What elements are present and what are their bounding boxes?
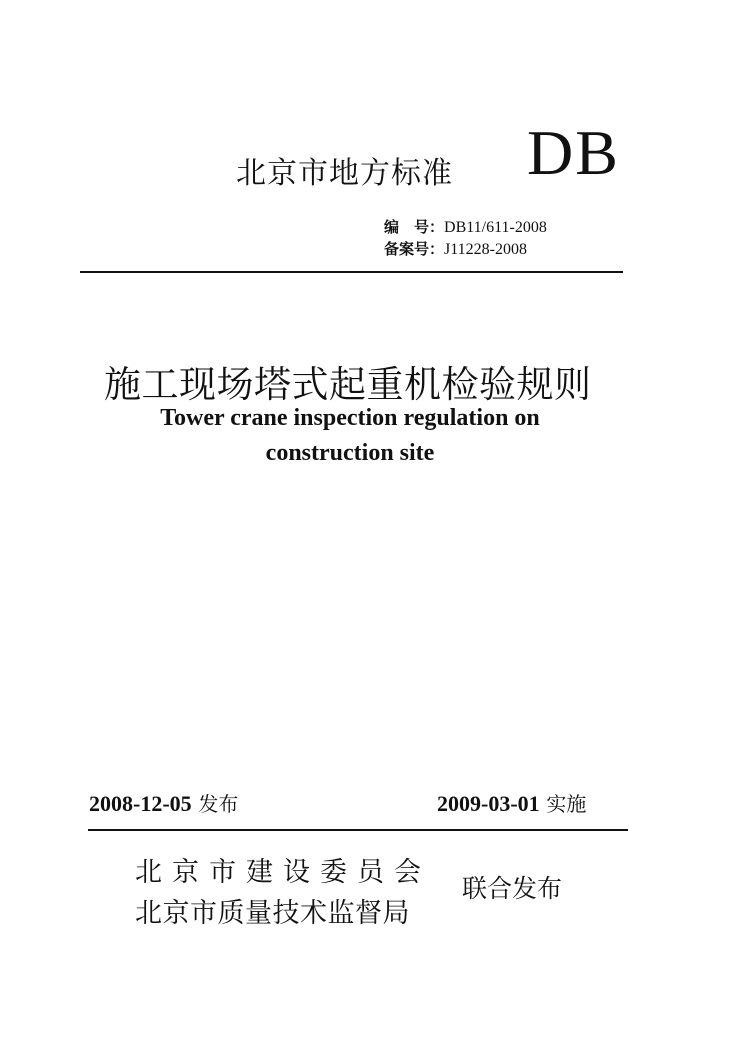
effective-date-row	[437, 788, 586, 817]
db-standard-mark: DB	[527, 117, 620, 188]
standard-type-title: 北京市地方标准	[236, 156, 453, 191]
issue-date: 2008-12-05	[89, 791, 192, 816]
record-number-value: J11228-2008	[444, 241, 527, 258]
english-title-line2: construction site	[265, 440, 435, 466]
joint-release-label: 联合发布	[462, 874, 563, 903]
standard-code-label: 编 号：	[384, 218, 445, 236]
record-number-row	[384, 238, 527, 259]
issue-date-row	[89, 788, 238, 817]
chinese-title: 施工现场塔式起重机检验规则	[104, 363, 592, 406]
record-number-label: 备案号：	[384, 240, 445, 258]
standard-code-row	[384, 216, 547, 237]
issuer-quality-bureau: 北京市质量技术监督局	[135, 898, 410, 929]
english-title-line1: Tower crane inspection regulation on	[160, 405, 540, 431]
issuer-construction-committee: 北京市建设委员会	[135, 857, 431, 888]
issue-label: 发布	[198, 792, 239, 816]
footer-divider	[88, 829, 628, 831]
effective-label: 实施	[546, 792, 587, 816]
effective-date: 2009-03-01	[437, 791, 540, 816]
standard-code-value: DB11/611-2008	[444, 219, 547, 236]
header-divider	[80, 271, 623, 273]
